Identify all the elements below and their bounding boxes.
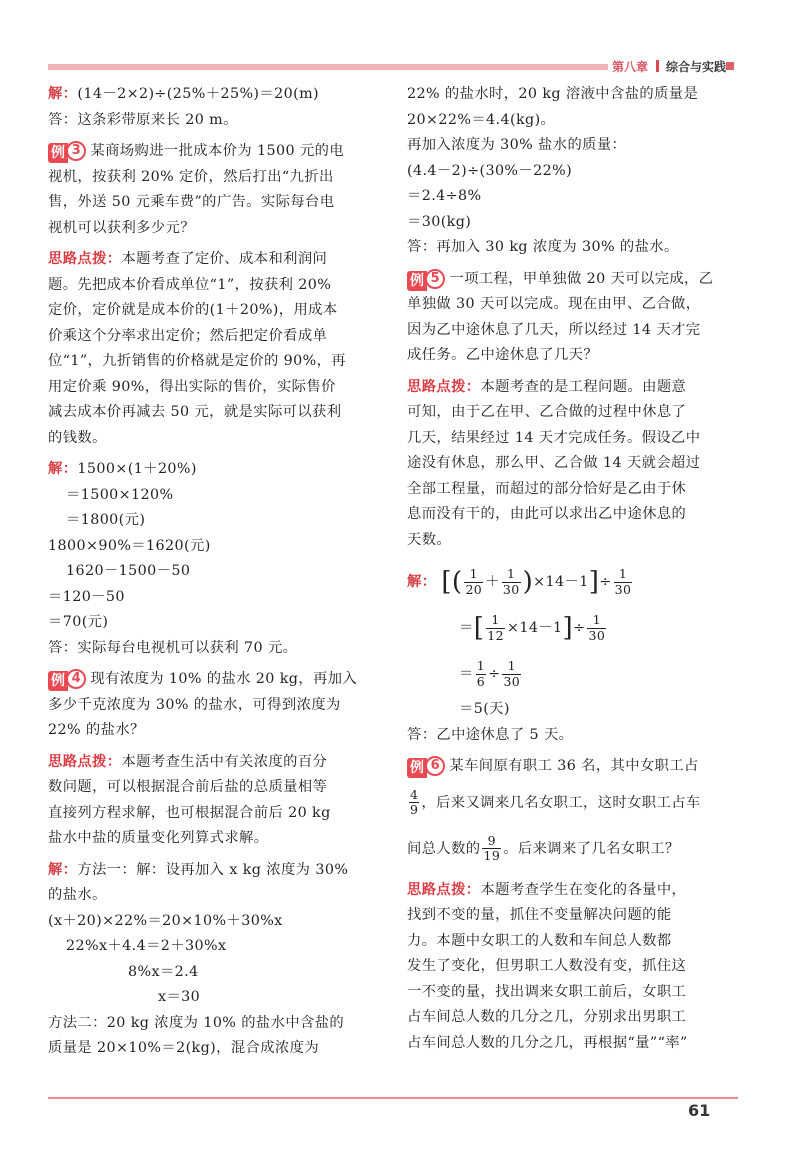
example-5-hint-line: 天数。 [407,531,452,548]
example-5-question-line: 单独做 30 天可以完成。现在由甲、乙合做， [407,296,701,312]
example-3-hint-line: 减去成本价再减去 50 元，就是实际可以获利 [48,404,342,420]
fraction: $\frac{1}{12}$ [487,612,504,643]
example-3-question-line: 视机，按获利 20% 定价，然后打出“九折出 [48,168,334,185]
right-column [407,82,737,1056]
example-4-continued-line: 20×22%＝4.4(kg)。 [407,111,556,128]
fraction: $\frac{9}{19}$ [483,832,501,863]
example-3-solution-line: 1800×90%＝1620(元) [48,537,211,554]
page-number: 61 [688,1101,711,1120]
example-4-solution-line: 22%x＋4.4＝2＋30%x [66,938,227,954]
example-5-question: 例 5 一项工程，甲单独做 20 天可以完成，乙 [407,267,737,293]
header-chapter: 第八章 [612,60,649,74]
example-4-solution-line: 8%x＝2.4 [128,963,199,980]
example-4-hint: 思路点拨：本题考查生活中有关浓度的百分 [48,753,328,770]
example-4-solution-line: (x＋20)×22%＝20×10%＋30%x [48,912,283,929]
left-column [48,82,386,1062]
example-3-hint-line: 价乘这个分率求出定价；然后把定价看成单 [48,327,328,344]
example-4-continued-line: ＝30(kg) [407,213,472,230]
example-3-solution-line: 1620－1500－50 [66,563,191,579]
example-5-hint-line: 全部工程量，而超过的部分恰好是乙由于休 [407,480,687,497]
example-6-question: 例 6 某车间原有职工 36 名，其中女职工占 [407,754,737,780]
example-5-hint-line: 途没有休息，那么甲、乙合做 14 天就会超过 [407,455,701,471]
example-4-solution-line: 方法二：20 kg 浓度为 10% 的盐水中含盐的 [48,1014,345,1031]
example-3-solution-line: ＝70(元) [48,614,109,630]
example-6-hint: 思路点拨：本题考查学生在变化的各量中， [407,881,687,898]
example-5-question-line: 成任务。乙中途休息了几天？ [407,347,599,363]
example-3-solution-line: ＝120－50 [48,588,125,605]
example-4-continued-line: 再加入浓度为 30% 盐水的质量： [407,137,627,153]
example-3-solution-line: ＝1800(元) [66,512,146,528]
example-5-solution-step-3: ＝ $\frac{1}{6}$ ÷ $\frac{1}{30}$ [459,658,521,689]
example-3-question-line: 售，外送 50 元乘车费”的广告。实际每台电 [48,194,335,210]
example-5-answer: 答：乙中途休息了 5 天。 [407,726,574,743]
example-5-solution-step-1: 解： [( $\frac{1}{20}$ ＋ $\frac{1}{30}$ )×14－1]÷ $\frac{1}{30}$ [407,566,632,597]
example-6-hint-line: 占车间总人数的几分之几，分别求出男职工 [407,1009,687,1025]
example-4-question-line: 多少千克浓度为 30% 的盐水，可得到浓度为 [48,696,341,713]
example-3-solution: 解：1500×(1＋20%) [48,461,197,477]
header-square-icon [726,62,734,70]
example-4-hint-line: 数问题，可以根据混合前后盐的总质量相等 [48,779,328,795]
example-3-hint-line: 题。先把成本价看成单位“1”，按获利 20% [48,276,332,293]
example-4-solution: 解：方法一：解：设再加入 x kg 浓度为 30% [48,861,349,878]
example-4-continued-line: (4.4－2)÷(30%－22%) [407,162,573,179]
example-3-question: 例 3 某商场购进一批成本价为 1500 元的电 [48,139,386,165]
example-4-answer: 答：再加入 30 kg 浓度为 30% 的盐水。 [407,239,679,255]
example-4-badge: 例 4 [48,669,86,689]
example-6-hint-line: 找到不变的量，抓住不变量解决问题的能 [407,907,672,923]
footer-rule [48,1097,738,1099]
fraction: $\frac{1}{30}$ [588,612,606,643]
example-4-solution-line: 的盐水。 [48,887,107,903]
header-separator [656,60,659,72]
prev-answer-line: 答：这条彩带原来长 20 m。 [48,111,238,128]
example-4-continued-line: ＝2.4÷8% [407,188,482,204]
fraction: $\frac{1}{30}$ [503,658,521,689]
example-4-hint-line: 直接列方程求解，也可根据混合前后 20 kg [48,804,331,821]
fraction: $\frac{1}{6}$ [476,658,486,689]
example-3-hint-line: 用定价乘 90%，得出实际的售价，实际售价 [48,378,336,395]
fraction: $\frac{1}{30}$ [502,566,520,597]
example-4-hint-line: 盐水中盐的质量变化列算式求解。 [48,830,269,846]
example-5-question-line: 因为乙中途休息了几天，所以经过 14 天才完 [407,321,701,338]
example-4-solution-line: x＝30 [158,989,201,1005]
example-3-solution-line: ＝1500×120% [66,486,174,503]
header-rule [48,64,608,70]
example-3-hint-line: 定价，定价就是成本价的(1＋20%)，用成本 [48,302,338,318]
fraction: $\frac{1}{20}$ [465,566,483,597]
example-6-hint-line: 一不变的量，找出调来女职工前后，女职工 [407,983,687,1000]
example-3-question-line: 视机可以获利多少元？ [48,219,195,236]
example-4-question: 例 4 现有浓度为 10% 的盐水 20 kg，再加入 [48,667,386,693]
example-3-hint: 思路点拨：本题考查了定价、成本和利润问 [48,251,328,267]
example-5-hint: 思路点拨：本题考查的是工程问题。由题意 [407,378,687,395]
example-4-continued-line: 22% 的盐水时，20 kg 溶液中含盐的质量是 [407,86,699,102]
example-5-badge: 例 5 [407,269,445,289]
example-6-question-line: 间总人数的 $\frac{9}{19}$ 。后来调来了几名女职工？ [407,832,680,863]
fraction: $\frac{4}{9}$ [410,786,419,817]
header-section: 综合与实践 [666,60,727,74]
example-4-question-line: 22% 的盐水？ [48,722,145,738]
example-6-hint-line: 发生了变化，但男职工人数没有变，抓住这 [407,958,687,974]
example-5-hint-line: 几天，结果经过 14 天才完成任务。假设乙中 [407,429,701,446]
example-6-question-line: $\frac{4}{9}$ ，后来又调来几名女职工，这时女职工占车 [410,786,701,817]
example-3-answer: 答：实际每台电视机可以获利 70 元。 [48,639,298,656]
example-3-hint-line: 的钱数。 [48,429,107,446]
example-6-badge: 例 6 [407,756,445,776]
example-5-hint-line: 可知，由于乙在甲、乙合做的过程中休息了 [407,404,687,420]
example-4-solution-line: 质量是 20×10%＝2(kg)，混合成浓度为 [48,1040,320,1056]
prev-solution-line: 解：(14－2×2)÷(25%＋25%)＝20(m) [48,86,320,102]
example-3-badge: 例 3 [48,141,86,161]
example-3-hint-line: 位“1”，九折销售的价格就是定价的 90%，再 [48,353,346,369]
example-6-hint-line: 占车间总人数的几分之几，再根据“量”“率” [407,1034,688,1051]
fraction: $\frac{1}{30}$ [614,566,632,597]
example-5-solution-result: ＝5(天) [459,701,510,717]
example-5-solution-step-2: ＝[ $\frac{1}{12}$ ×14－1]÷ $\frac{1}{30}$ [459,612,606,643]
example-5-hint-line: 息而没有干的，由此可以求出乙中途休息的 [407,506,687,522]
example-6-hint-line: 力。本题中女职工的人数和车间总人数都 [407,932,672,949]
